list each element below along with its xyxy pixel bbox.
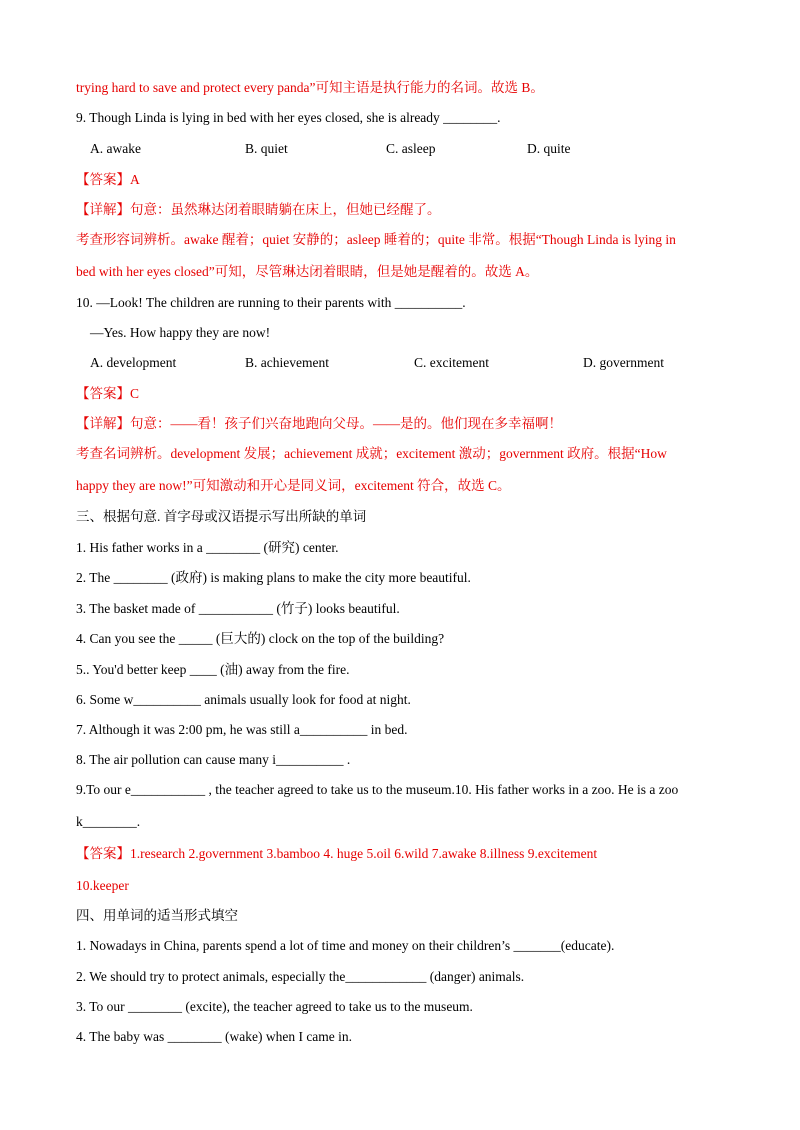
question-10: 10. —Look! The children are running to their parents with __________.	[76, 295, 466, 310]
q9-option-d: D. quite	[527, 141, 571, 156]
q10-option-b: B. achievement	[245, 355, 329, 370]
exercise-item: 8. The air pollution can cause many i__________ .	[76, 752, 351, 767]
exercise-item: k________.	[76, 814, 141, 829]
explanation-line: trying hard to save and protect every panda”可知主语是执行能力的名词。故选 B。	[76, 80, 544, 95]
q9-option-a: A. awake	[90, 141, 141, 156]
exercise-item: 3. To our ________ (excite), the teacher agreed to take us to the museum.	[76, 999, 473, 1014]
question-10-reply: —Yes. How happy they are now!	[90, 325, 271, 340]
exercise-item: 4. Can you see the _____ (巨大的) clock on the top of the building?	[76, 631, 445, 646]
explanation-line: 【详解】句意：虽然琳达闭着眼睛躺在床上，但她已经醒了。	[76, 202, 441, 217]
q10-option-a: A. development	[90, 355, 177, 370]
section-heading: 四、用单词的适当形式填空	[76, 908, 238, 923]
answer-line: 【答案】A	[76, 172, 140, 187]
explanation-line: 考查形容词辨析。awake 醒着；quiet 安静的；asleep 睡着的；quite 非常。根据“Though Linda is lying in	[76, 232, 676, 247]
answer-line: 【答案】C	[76, 386, 140, 401]
exercise-item: 6. Some w__________ animals usually look for food at night.	[76, 692, 411, 707]
exercise-item: 2. The ________ (政府) is making plans to make the city more beautiful.	[76, 570, 471, 585]
answer-line: 【答案】1.research 2.government 3.bamboo 4. huge 5.oil 6.wild 7.awake 8.illness 9.excitement	[76, 846, 598, 861]
exercise-item: 1. Nowadays in China, parents spend a lot of time and money on their children’s _______(educate).	[76, 938, 615, 953]
exercise-item: 3. The basket made of ___________ (竹子) looks beautiful.	[76, 601, 400, 616]
explanation-line: 考查名词辨析。development 发展；achievement 成就；excitement 激动；government 政府。根据“How	[76, 446, 667, 461]
q10-option-c: C. excitement	[414, 355, 489, 370]
exercise-item: 7. Although it was 2:00 pm, he was still a__________ in bed.	[76, 722, 408, 737]
exercise-item: 4. The baby was ________ (wake) when I came in.	[76, 1029, 353, 1044]
q9-option-b: B. quiet	[245, 141, 288, 156]
explanation-line: happy they are now!”可知激动和开心是同义词，excitement 符合，故选 C。	[76, 478, 511, 493]
exercise-item: 5.. You'd better keep ____ (油) away from the fire.	[76, 662, 350, 677]
exercise-item: 1. His father works in a ________ (研究) center.	[76, 540, 339, 555]
explanation-line: bed with her eyes closed”可知，尽管琳达闭着眼睛，但是她是醒着的。故选 A。	[76, 264, 539, 279]
question-9: 9. Though Linda is lying in bed with her eyes closed, she is already ________.	[76, 110, 501, 125]
answer-line: 10.keeper	[76, 878, 129, 893]
exercise-item: 2. We should try to protect animals, especially the____________ (danger) animals.	[76, 969, 525, 984]
q10-option-d: D. government	[583, 355, 664, 370]
q9-option-c: C. asleep	[386, 141, 436, 156]
section-heading: 三、根据句意. 首字母或汉语提示写出所缺的单词	[76, 509, 367, 524]
explanation-line: 【详解】句意：——看！孩子们兴奋地跑向父母。——是的。他们现在多幸福啊！	[76, 416, 562, 431]
exercise-item: 9.To our e___________ , the teacher agreed to take us to the museum.10. His father works in a zoo. He is a zoo	[76, 782, 679, 797]
